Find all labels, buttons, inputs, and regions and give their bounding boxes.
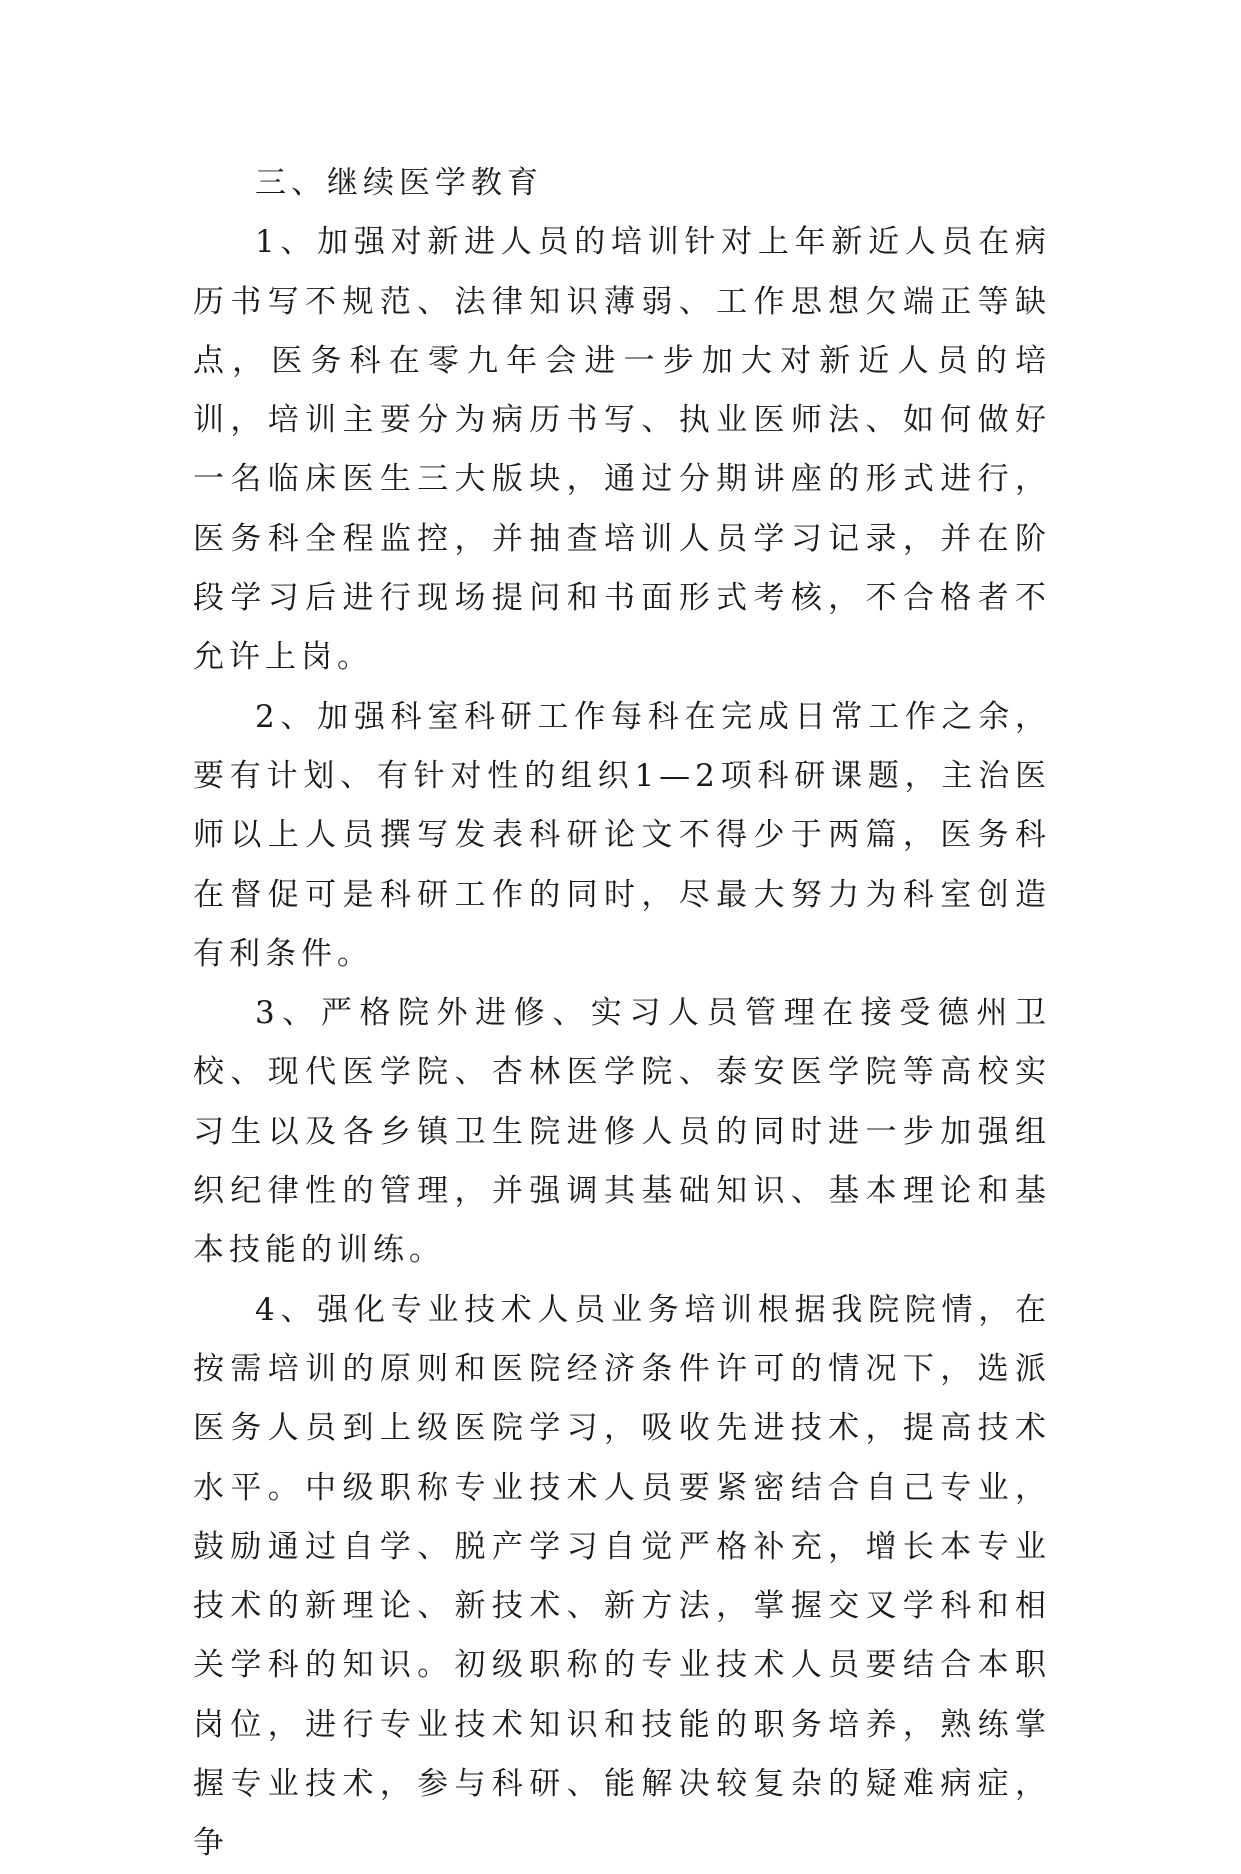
- paragraph-4: 4、强化专业技术人员业务培训根据我院院情，在按需培训的原则和医院经济条件许可的情况下，选派医务人员到上级医院学习，吸收先进技术，提高技术水平。中级职称专业技术人员要紧密结合自己专业，鼓励通过自学、脱产学习自觉严格补充，增长本专业技术的新理论、新技术、新方法，掌握交叉学科和相关学科的知识。初级职称的专业技术人员要结合本职岗位，进行专业技术知识和技能的职务培养，熟练掌握专业技术，参与科研、能解决较复杂的疑难病症，争: [193, 1291, 1051, 1862]
- paragraph-1: 1、加强对新进人员的培训针对上年新近人员在病历书写不规范、法律知识薄弱、工作思想欠端正等缺点，医务科在零九年会进一步加大对新近人员的培训，培训主要分为病历书写、执业医师法、如何做好一名临床医生三大版块，通过分期讲座的形式进行，医务科全程监控，并抽查培训人员学习记录，并在阶段学习后进行现场提问和书面形式考核，不合格者不允许上岗。: [193, 224, 1051, 676]
- paragraph-3: 3、严格院外进修、实习人员管理在接受德州卫校、现代医学院、杏林医学院、泰安医学院等高校实习生以及各乡镇卫生院进修人员的同时进一步加强组织纪律性的管理，并强调其基础知识、基本理论和基本技能的训练。: [193, 995, 1051, 1269]
- document-body: [193, 154, 1051, 1874]
- paragraph-2: 2、加强科室科研工作每科在完成日常工作之余，要有计划、有针对性的组织1—2项科研课题，主治医师以上人员撰写发表科研论文不得少于两篇，医务科在督促可是科研工作的同时，尽最大努力为科室创造有利条件。: [193, 698, 1051, 972]
- section-heading: 三、继续医学教育: [255, 165, 543, 201]
